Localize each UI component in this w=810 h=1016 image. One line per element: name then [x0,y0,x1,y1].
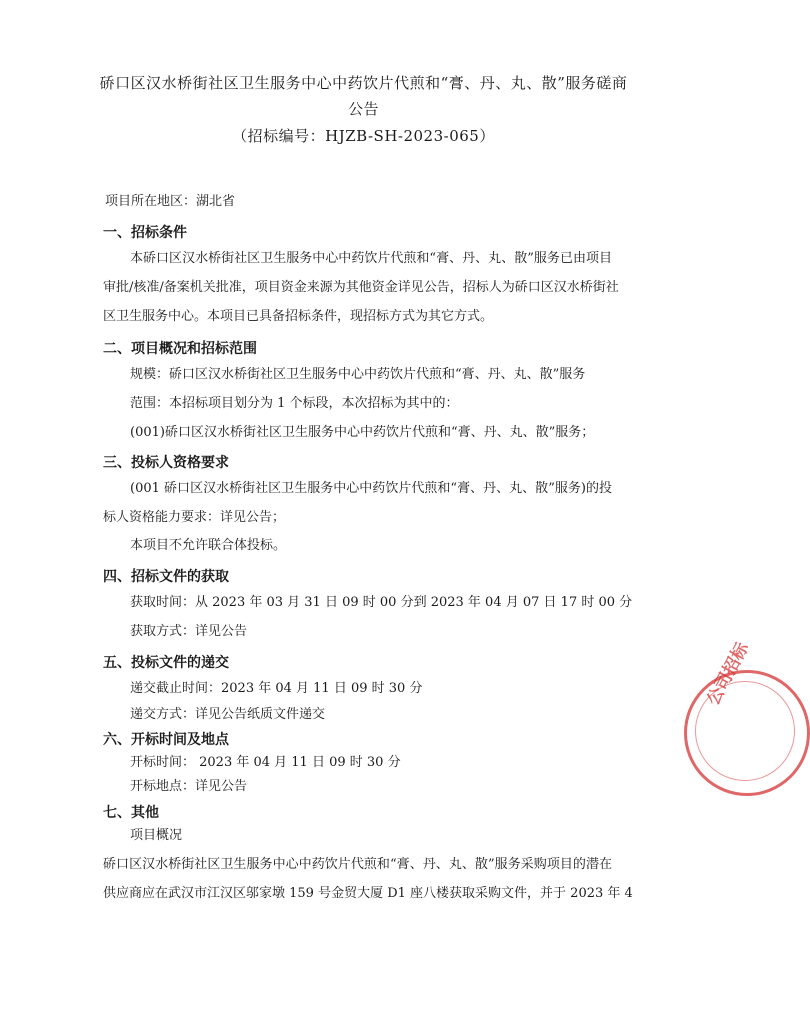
document-title-continued: 公告 [347,100,379,118]
paragraph-line: (001 硚口区汉水桥街社区卫生服务中心中药饮片代煎和“膏、丹、丸、散”服务)的投 [130,481,612,496]
document-title: 硚口区汉水桥街社区卫生服务中心中药饮片代煎和“膏、丹、丸、散”服务磋商 [99,74,628,92]
seal-text: 公司招标 [703,639,753,709]
section-heading-submission: 五、投标文件的递交 [103,655,229,671]
paragraph-line: 本硚口区汉水桥街社区卫生服务中心中药饮片代煎和“膏、丹、丸、散”服务已由项目 [130,251,612,266]
opening-place: 开标地点：详见公告 [130,779,248,794]
subsection-label: 项目概况 [130,828,183,843]
project-scale: 规模：硚口区汉水桥街社区卫生服务中心中药饮片代煎和“膏、丹、丸、散”服务 [130,367,586,382]
project-scope: 范围：本招标项目划分为 1 个标段，本次招标为其中的： [130,396,459,411]
paragraph-line: 区卫生服务中心。本项目已具备招标条件，现招标方式为其它方式。 [103,309,494,324]
tender-number: （招标编号：HJZB-SH-2023-065） [232,127,495,145]
acquisition-method: 获取方式：详见公告 [130,624,248,639]
paragraph-line: 硚口区汉水桥街社区卫生服务中心中药饮片代煎和“膏、丹、丸、散”服务采购项目的潜在 [103,857,612,872]
paragraph-line: 标人资格能力要求：详见公告； [103,510,286,525]
section-heading-opening: 六、开标时间及地点 [103,732,229,748]
paragraph-line: 供应商应在武汉市江汉区邬家墩 159 号金贸大厦 D1 座八楼获取采购文件，并于 2023 年 4 [103,886,633,901]
submission-deadline: 递交截止时间：2023 年 04 月 11 日 09 时 30 分 [130,681,423,696]
submission-method: 递交方式：详见公告纸质文件递交 [130,707,326,722]
section-heading-overview: 二、项目概况和招标范围 [103,341,257,357]
consortium-note: 本项目不允许联合体投标。 [130,538,287,553]
official-seal-stamp [684,639,810,796]
section-heading-other: 七、其他 [103,805,159,821]
opening-time: 开标时间： 2023 年 04 月 11 日 09 时 30 分 [130,755,401,770]
acquisition-time: 获取时间：从 2023 年 03 月 31 日 09 时 00 分到 2023 年 04 月 07 日 17 时 00 分 [130,595,633,610]
section-heading-qualification: 三、投标人资格要求 [103,455,229,471]
paragraph-line: 审批/核准/备案机关批准，项目资金来源为其他资金详见公告，招标人为硚口区汉水桥街社 [103,280,619,295]
project-region: 项目所在地区：湖北省 [105,194,236,209]
section-heading-conditions: 一、招标条件 [103,225,187,241]
lot-item: (001)硚口区汉水桥街社区卫生服务中心中药饮片代煎和“膏、丹、丸、散”服务； [130,425,595,440]
section-heading-documents: 四、招标文件的获取 [103,569,229,585]
